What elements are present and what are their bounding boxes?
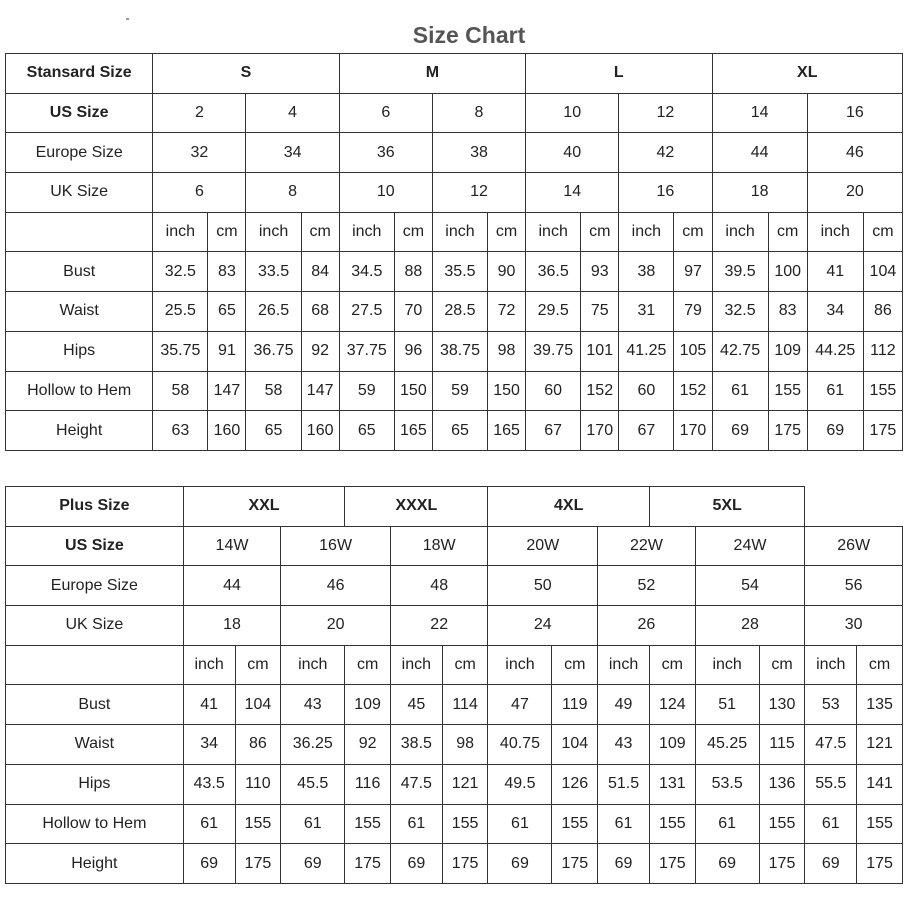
size-group-header: 5XL bbox=[649, 487, 804, 527]
measurement-value: 115 bbox=[759, 725, 805, 765]
measurement-value: 61 bbox=[281, 804, 345, 844]
measurement-value: 160 bbox=[301, 411, 339, 451]
measurement-value: 170 bbox=[581, 411, 619, 451]
measurement-value: 121 bbox=[857, 725, 903, 765]
measurement-value: 61 bbox=[488, 804, 552, 844]
row-label: US Size bbox=[6, 526, 184, 566]
measurement-value: 43 bbox=[598, 725, 650, 765]
measurement-value: 59 bbox=[339, 371, 394, 411]
measurement-value: 39.75 bbox=[526, 331, 581, 371]
size-value: 14 bbox=[526, 173, 619, 213]
row-label: Height bbox=[6, 411, 153, 451]
measurement-value: 37.75 bbox=[339, 331, 394, 371]
measurement-value: 49.5 bbox=[488, 764, 552, 804]
standard-size-table bbox=[5, 53, 903, 451]
size-value: 14 bbox=[712, 93, 807, 133]
measurement-row bbox=[6, 764, 903, 804]
size-value: 18 bbox=[183, 606, 281, 646]
unit-inch: inch bbox=[598, 645, 650, 685]
measurement-value: 69 bbox=[281, 844, 345, 884]
row-label: Height bbox=[6, 844, 184, 884]
size-group-header: S bbox=[153, 54, 339, 94]
measurement-value: 160 bbox=[208, 411, 246, 451]
unit-inch: inch bbox=[183, 645, 235, 685]
measurement-value: 43 bbox=[281, 685, 345, 725]
measurement-value: 49 bbox=[598, 685, 650, 725]
measurement-value: 61 bbox=[712, 371, 768, 411]
measurement-value: 97 bbox=[674, 252, 712, 292]
size-group-header: XXL bbox=[183, 487, 345, 527]
row-label: Europe Size bbox=[6, 566, 184, 606]
measurement-row bbox=[6, 804, 903, 844]
row-label: Hips bbox=[6, 331, 153, 371]
row-label: Hollow to Hem bbox=[6, 371, 153, 411]
measurement-value: 152 bbox=[674, 371, 712, 411]
measurement-value: 60 bbox=[619, 371, 674, 411]
unit-inch: inch bbox=[712, 212, 768, 252]
measurement-value: 33.5 bbox=[246, 252, 301, 292]
measurement-value: 41 bbox=[183, 685, 235, 725]
measurement-row bbox=[6, 844, 903, 884]
unit-inch: inch bbox=[281, 645, 345, 685]
measurement-value: 55.5 bbox=[805, 764, 857, 804]
measurement-value: 61 bbox=[805, 804, 857, 844]
measurement-value: 67 bbox=[619, 411, 674, 451]
unit-cm: cm bbox=[581, 212, 619, 252]
measurement-value: 29.5 bbox=[526, 292, 581, 332]
measurement-value: 43.5 bbox=[183, 764, 235, 804]
unit-cm: cm bbox=[857, 645, 903, 685]
measurement-value: 175 bbox=[863, 411, 902, 451]
measurement-value: 39.5 bbox=[712, 252, 768, 292]
measurement-value: 84 bbox=[301, 252, 339, 292]
measurement-value: 155 bbox=[768, 371, 807, 411]
measurement-value: 155 bbox=[235, 804, 281, 844]
measurement-value: 63 bbox=[153, 411, 208, 451]
measurement-value: 98 bbox=[442, 725, 488, 765]
measurement-value: 79 bbox=[674, 292, 712, 332]
size-value: 12 bbox=[432, 173, 525, 213]
size-value: 18 bbox=[712, 173, 807, 213]
measurement-value: 93 bbox=[581, 252, 619, 292]
size-value: 28 bbox=[695, 606, 805, 646]
measurement-value: 25.5 bbox=[153, 292, 208, 332]
size-value: 44 bbox=[712, 133, 807, 173]
measurement-value: 141 bbox=[857, 764, 903, 804]
measurement-value: 41.25 bbox=[619, 331, 674, 371]
measurement-value: 109 bbox=[345, 685, 391, 725]
unit-inch: inch bbox=[488, 645, 552, 685]
measurement-value: 36.75 bbox=[246, 331, 301, 371]
us-size-row bbox=[6, 93, 903, 133]
row-label: Waist bbox=[6, 292, 153, 332]
measurement-value: 65 bbox=[432, 411, 487, 451]
unit-inch: inch bbox=[153, 212, 208, 252]
us-size-row bbox=[6, 526, 903, 566]
unit-cm: cm bbox=[552, 645, 598, 685]
row-label: Plus Size bbox=[6, 487, 184, 527]
row-label: US Size bbox=[6, 93, 153, 133]
measurement-value: 116 bbox=[345, 764, 391, 804]
size-value: 54 bbox=[695, 566, 805, 606]
measurement-value: 36.5 bbox=[526, 252, 581, 292]
measurement-value: 47.5 bbox=[805, 725, 857, 765]
size-value: 44 bbox=[183, 566, 281, 606]
header-row bbox=[6, 487, 903, 527]
measurement-value: 36.25 bbox=[281, 725, 345, 765]
blank-cell bbox=[6, 212, 153, 252]
size-value: 32 bbox=[153, 133, 246, 173]
size-group-header: XL bbox=[712, 54, 902, 94]
unit-cm: cm bbox=[488, 212, 526, 252]
measurement-value: 170 bbox=[674, 411, 712, 451]
measurement-row bbox=[6, 371, 903, 411]
measurement-value: 175 bbox=[442, 844, 488, 884]
measurement-value: 65 bbox=[246, 411, 301, 451]
measurement-value: 51 bbox=[695, 685, 759, 725]
unit-inch: inch bbox=[390, 645, 442, 685]
size-value: 10 bbox=[526, 93, 619, 133]
measurement-value: 69 bbox=[805, 844, 857, 884]
size-value: 16 bbox=[619, 173, 712, 213]
measurement-value: 40.75 bbox=[488, 725, 552, 765]
size-value: 46 bbox=[807, 133, 902, 173]
measurement-value: 61 bbox=[183, 804, 235, 844]
size-value: 50 bbox=[488, 566, 598, 606]
measurement-value: 92 bbox=[301, 331, 339, 371]
measurement-value: 61 bbox=[695, 804, 759, 844]
measurement-value: 110 bbox=[235, 764, 281, 804]
measurement-value: 47.5 bbox=[390, 764, 442, 804]
size-value: 8 bbox=[246, 173, 339, 213]
measurement-value: 38.75 bbox=[432, 331, 487, 371]
unit-cm: cm bbox=[442, 645, 488, 685]
size-value: 6 bbox=[153, 173, 246, 213]
measurement-value: 136 bbox=[759, 764, 805, 804]
measurement-value: 70 bbox=[394, 292, 432, 332]
measurement-value: 92 bbox=[345, 725, 391, 765]
measurement-value: 69 bbox=[488, 844, 552, 884]
measurement-value: 60 bbox=[526, 371, 581, 411]
size-value: 30 bbox=[805, 606, 903, 646]
unit-cm: cm bbox=[235, 645, 281, 685]
measurement-row bbox=[6, 331, 903, 371]
measurement-value: 35.75 bbox=[153, 331, 208, 371]
measurement-value: 155 bbox=[649, 804, 695, 844]
unit-inch: inch bbox=[246, 212, 301, 252]
measurement-value: 155 bbox=[345, 804, 391, 844]
measurement-value: 150 bbox=[488, 371, 526, 411]
measurement-value: 45.5 bbox=[281, 764, 345, 804]
measurement-value: 69 bbox=[712, 411, 768, 451]
measurement-value: 155 bbox=[442, 804, 488, 844]
size-group-header: M bbox=[339, 54, 525, 94]
measurement-value: 28.5 bbox=[432, 292, 487, 332]
row-label: Waist bbox=[6, 725, 184, 765]
size-value: 26W bbox=[805, 526, 903, 566]
measurement-value: 45.25 bbox=[695, 725, 759, 765]
measurement-value: 34 bbox=[183, 725, 235, 765]
measurement-value: 61 bbox=[390, 804, 442, 844]
size-value: 34 bbox=[246, 133, 339, 173]
measurement-value: 59 bbox=[432, 371, 487, 411]
unit-cm: cm bbox=[345, 645, 391, 685]
size-value: 20 bbox=[807, 173, 902, 213]
measurement-value: 34.5 bbox=[339, 252, 394, 292]
size-value: 2 bbox=[153, 93, 246, 133]
eu-size-row bbox=[6, 566, 903, 606]
size-value: 24 bbox=[488, 606, 598, 646]
size-value: 20 bbox=[281, 606, 391, 646]
measurement-value: 88 bbox=[394, 252, 432, 292]
unit-inch: inch bbox=[526, 212, 581, 252]
measurement-value: 26.5 bbox=[246, 292, 301, 332]
measurement-value: 175 bbox=[649, 844, 695, 884]
size-value: 36 bbox=[339, 133, 432, 173]
size-value: 4 bbox=[246, 93, 339, 133]
measurement-value: 72 bbox=[488, 292, 526, 332]
size-value: 42 bbox=[619, 133, 712, 173]
row-label: Europe Size bbox=[6, 133, 153, 173]
measurement-value: 38 bbox=[619, 252, 674, 292]
page-title: Size Chart bbox=[412, 22, 526, 48]
row-label: Hips bbox=[6, 764, 184, 804]
size-value: 16W bbox=[281, 526, 391, 566]
measurement-row bbox=[6, 685, 903, 725]
measurement-value: 105 bbox=[674, 331, 712, 371]
unit-cm: cm bbox=[301, 212, 339, 252]
size-value: 38 bbox=[432, 133, 525, 173]
measurement-value: 69 bbox=[183, 844, 235, 884]
unit-inch: inch bbox=[807, 212, 863, 252]
measurement-value: 109 bbox=[649, 725, 695, 765]
measurement-value: 41 bbox=[807, 252, 863, 292]
measurement-value: 152 bbox=[581, 371, 619, 411]
size-group-header: L bbox=[526, 54, 712, 94]
measurement-value: 31 bbox=[619, 292, 674, 332]
speck-mark bbox=[126, 18, 129, 20]
unit-row bbox=[6, 645, 903, 685]
measurement-value: 104 bbox=[863, 252, 902, 292]
size-value: 10 bbox=[339, 173, 432, 213]
measurement-value: 75 bbox=[581, 292, 619, 332]
measurement-value: 155 bbox=[759, 804, 805, 844]
unit-cm: cm bbox=[768, 212, 807, 252]
measurement-value: 42.75 bbox=[712, 331, 768, 371]
measurement-value: 61 bbox=[598, 804, 650, 844]
measurement-value: 155 bbox=[857, 804, 903, 844]
measurement-value: 121 bbox=[442, 764, 488, 804]
measurement-row bbox=[6, 252, 903, 292]
measurement-value: 27.5 bbox=[339, 292, 394, 332]
header-row bbox=[6, 54, 903, 94]
size-value: 26 bbox=[598, 606, 696, 646]
row-label: UK Size bbox=[6, 173, 153, 213]
measurement-value: 58 bbox=[246, 371, 301, 411]
size-value: 14W bbox=[183, 526, 281, 566]
measurement-value: 53.5 bbox=[695, 764, 759, 804]
measurement-value: 175 bbox=[759, 844, 805, 884]
measurement-value: 126 bbox=[552, 764, 598, 804]
measurement-value: 112 bbox=[863, 331, 902, 371]
measurement-value: 86 bbox=[235, 725, 281, 765]
measurement-value: 165 bbox=[394, 411, 432, 451]
measurement-value: 119 bbox=[552, 685, 598, 725]
measurement-value: 147 bbox=[208, 371, 246, 411]
size-value: 40 bbox=[526, 133, 619, 173]
size-value: 52 bbox=[598, 566, 696, 606]
plus-size-table bbox=[5, 486, 903, 884]
row-label: Stansard Size bbox=[6, 54, 153, 94]
size-value: 16 bbox=[807, 93, 902, 133]
measurement-value: 34 bbox=[807, 292, 863, 332]
measurement-value: 109 bbox=[768, 331, 807, 371]
measurement-value: 44.25 bbox=[807, 331, 863, 371]
measurement-value: 83 bbox=[768, 292, 807, 332]
measurement-value: 100 bbox=[768, 252, 807, 292]
uk-size-row bbox=[6, 606, 903, 646]
measurement-value: 175 bbox=[768, 411, 807, 451]
measurement-value: 131 bbox=[649, 764, 695, 804]
uk-size-row bbox=[6, 173, 903, 213]
measurement-value: 98 bbox=[488, 331, 526, 371]
size-value: 18W bbox=[390, 526, 488, 566]
size-group-header: 4XL bbox=[488, 487, 650, 527]
measurement-value: 101 bbox=[581, 331, 619, 371]
measurement-value: 150 bbox=[394, 371, 432, 411]
measurement-value: 96 bbox=[394, 331, 432, 371]
measurement-value: 65 bbox=[208, 292, 246, 332]
measurement-value: 155 bbox=[552, 804, 598, 844]
row-label: Hollow to Hem bbox=[6, 804, 184, 844]
row-label: Bust bbox=[6, 252, 153, 292]
measurement-value: 175 bbox=[345, 844, 391, 884]
unit-cm: cm bbox=[394, 212, 432, 252]
unit-inch: inch bbox=[619, 212, 674, 252]
measurement-value: 104 bbox=[235, 685, 281, 725]
measurement-value: 124 bbox=[649, 685, 695, 725]
size-value: 46 bbox=[281, 566, 391, 606]
size-value: 24W bbox=[695, 526, 805, 566]
measurement-value: 69 bbox=[390, 844, 442, 884]
size-value: 8 bbox=[432, 93, 525, 133]
size-value: 6 bbox=[339, 93, 432, 133]
unit-inch: inch bbox=[695, 645, 759, 685]
row-label: UK Size bbox=[6, 606, 184, 646]
measurement-value: 45 bbox=[390, 685, 442, 725]
measurement-value: 86 bbox=[863, 292, 902, 332]
size-value: 22W bbox=[598, 526, 696, 566]
measurement-value: 69 bbox=[807, 411, 863, 451]
size-value: 12 bbox=[619, 93, 712, 133]
size-group-header: XXXL bbox=[345, 487, 488, 527]
measurement-value: 114 bbox=[442, 685, 488, 725]
measurement-value: 38.5 bbox=[390, 725, 442, 765]
size-value: 20W bbox=[488, 526, 598, 566]
measurement-value: 35.5 bbox=[432, 252, 487, 292]
measurement-value: 175 bbox=[235, 844, 281, 884]
measurement-value: 91 bbox=[208, 331, 246, 371]
unit-inch: inch bbox=[805, 645, 857, 685]
unit-cm: cm bbox=[674, 212, 712, 252]
row-label: Bust bbox=[6, 685, 184, 725]
measurement-value: 83 bbox=[208, 252, 246, 292]
unit-inch: inch bbox=[339, 212, 394, 252]
measurement-value: 175 bbox=[857, 844, 903, 884]
measurement-value: 53 bbox=[805, 685, 857, 725]
measurement-value: 65 bbox=[339, 411, 394, 451]
measurement-value: 147 bbox=[301, 371, 339, 411]
measurement-value: 32.5 bbox=[153, 252, 208, 292]
measurement-row bbox=[6, 411, 903, 451]
measurement-value: 175 bbox=[552, 844, 598, 884]
unit-cm: cm bbox=[759, 645, 805, 685]
measurement-value: 47 bbox=[488, 685, 552, 725]
measurement-value: 69 bbox=[695, 844, 759, 884]
measurement-value: 68 bbox=[301, 292, 339, 332]
size-value: 22 bbox=[390, 606, 488, 646]
measurement-value: 51.5 bbox=[598, 764, 650, 804]
measurement-row bbox=[6, 292, 903, 332]
unit-cm: cm bbox=[208, 212, 246, 252]
unit-row bbox=[6, 212, 903, 252]
measurement-value: 104 bbox=[552, 725, 598, 765]
measurement-value: 155 bbox=[863, 371, 902, 411]
measurement-value: 61 bbox=[807, 371, 863, 411]
unit-cm: cm bbox=[863, 212, 902, 252]
blank-cell bbox=[6, 645, 184, 685]
measurement-value: 135 bbox=[857, 685, 903, 725]
measurement-row bbox=[6, 725, 903, 765]
measurement-value: 165 bbox=[488, 411, 526, 451]
measurement-value: 58 bbox=[153, 371, 208, 411]
measurement-value: 32.5 bbox=[712, 292, 768, 332]
size-value: 48 bbox=[390, 566, 488, 606]
measurement-value: 90 bbox=[488, 252, 526, 292]
unit-cm: cm bbox=[649, 645, 695, 685]
measurement-value: 130 bbox=[759, 685, 805, 725]
size-value: 56 bbox=[805, 566, 903, 606]
unit-inch: inch bbox=[432, 212, 487, 252]
eu-size-row bbox=[6, 133, 903, 173]
measurement-value: 69 bbox=[598, 844, 650, 884]
measurement-value: 67 bbox=[526, 411, 581, 451]
